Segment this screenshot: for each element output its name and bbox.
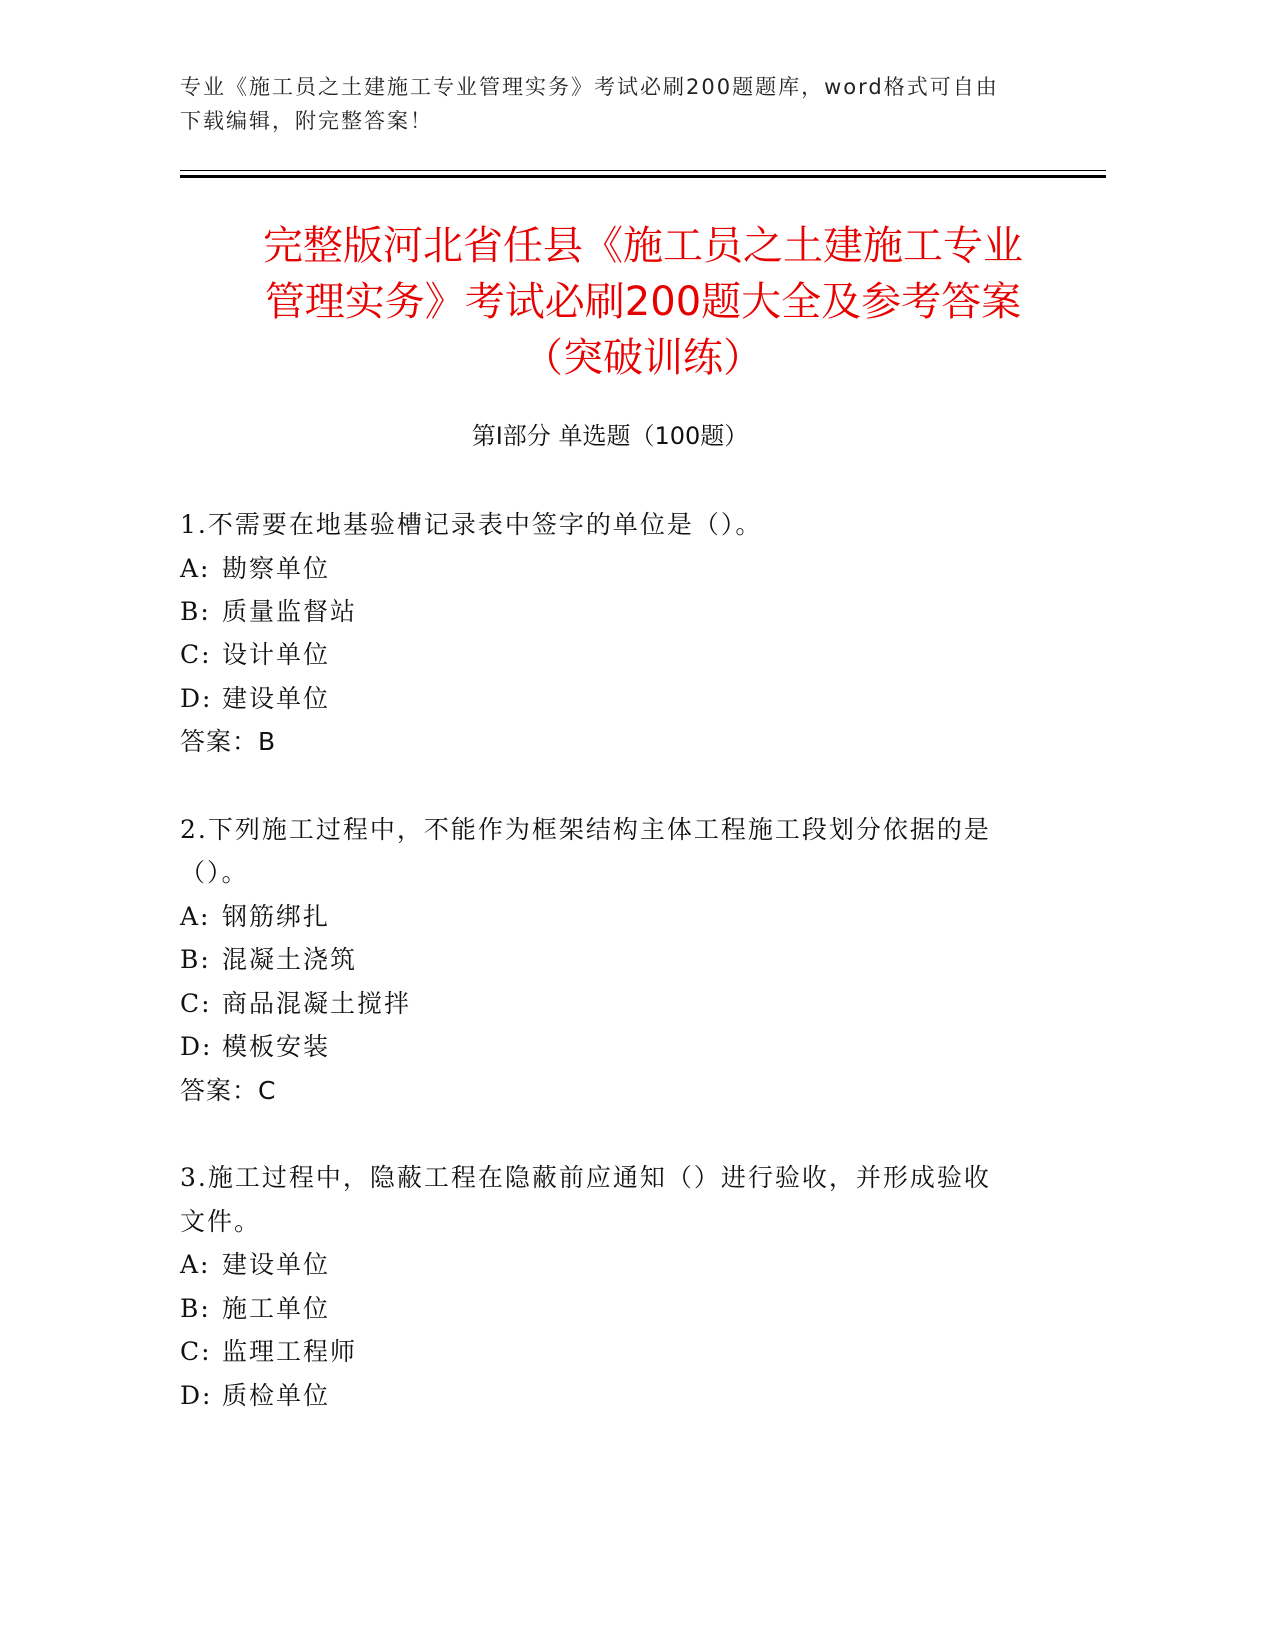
header-divider-thick bbox=[180, 175, 1106, 178]
option-key: D: bbox=[180, 1032, 213, 1061]
option-text: 施工单位 bbox=[222, 1294, 331, 1323]
option-key: C: bbox=[180, 1337, 212, 1366]
section-heading: 第Ⅰ部分 单选题（100题） bbox=[471, 422, 749, 450]
option-key: C: bbox=[180, 989, 212, 1018]
option-key: B: bbox=[180, 1294, 211, 1323]
question-3-option-d bbox=[180, 1374, 330, 1418]
option-key: D: bbox=[180, 684, 213, 713]
question-2-option-a bbox=[180, 895, 330, 939]
option-text: 建设单位 bbox=[222, 684, 331, 713]
question-3-option-a bbox=[180, 1243, 330, 1287]
option-text: 商品混凝土搅拌 bbox=[222, 989, 412, 1018]
question-1-option-b bbox=[180, 590, 357, 634]
question-1-answer: 答案：B bbox=[180, 727, 277, 756]
header-note-line-1: 专业《施工员之土建施工专业管理实务》考试必刷200题题库，word格式可自由 bbox=[180, 75, 999, 99]
option-text: 设计单位 bbox=[222, 640, 331, 669]
question-3-text-line-1: 3.施工过程中，隐蔽工程在隐蔽前应通知（）进行验收，并形成验收 bbox=[180, 1163, 991, 1192]
header-note bbox=[180, 70, 1060, 138]
header-note-line-2: 下载编辑，附完整答案！ bbox=[180, 109, 433, 133]
option-key: A: bbox=[180, 554, 211, 583]
document-title-line-3: （突破训练） bbox=[523, 335, 763, 381]
header-divider-thin bbox=[180, 170, 1106, 171]
question-2-text-line-1: 2.下列施工过程中，不能作为框架结构主体工程施工段划分依据的是 bbox=[180, 815, 991, 844]
question-2-option-c bbox=[180, 982, 411, 1026]
option-text: 质量监督站 bbox=[222, 597, 358, 626]
option-key: D: bbox=[180, 1381, 213, 1410]
option-text: 混凝土浇筑 bbox=[222, 945, 358, 974]
question-1-option-d bbox=[180, 677, 330, 721]
option-text: 钢筋绑扎 bbox=[222, 902, 331, 931]
option-key: B: bbox=[180, 945, 211, 974]
question-2-option-b bbox=[180, 938, 357, 982]
option-text: 建设单位 bbox=[222, 1250, 331, 1279]
question-2-answer: 答案：C bbox=[180, 1076, 277, 1105]
option-key: A: bbox=[180, 1250, 211, 1279]
option-key: C: bbox=[180, 640, 212, 669]
option-text: 质检单位 bbox=[222, 1381, 331, 1410]
option-key: B: bbox=[180, 597, 211, 626]
question-1-option-c bbox=[180, 633, 330, 677]
question-3-text-line-2: 文件。 bbox=[180, 1207, 262, 1236]
option-text: 模板安装 bbox=[222, 1032, 331, 1061]
option-text: 监理工程师 bbox=[222, 1337, 358, 1366]
document-title bbox=[180, 218, 1106, 386]
question-3-option-c bbox=[180, 1330, 357, 1374]
document-title-line-2: 管理实务》考试必刷200题大全及参考答案 bbox=[264, 279, 1022, 325]
question-2-text-line-2: （）。 bbox=[180, 858, 249, 887]
question-2-option-d bbox=[180, 1025, 330, 1069]
question-3-option-b bbox=[180, 1287, 330, 1331]
question-1-option-a bbox=[180, 547, 330, 591]
question-1-text: 1.不需要在地基验槽记录表中签字的单位是（）。 bbox=[180, 510, 763, 539]
option-key: A: bbox=[180, 902, 211, 931]
document-title-line-1: 完整版河北省任县《施工员之土建施工专业 bbox=[263, 223, 1023, 269]
option-text: 勘察单位 bbox=[222, 554, 331, 583]
